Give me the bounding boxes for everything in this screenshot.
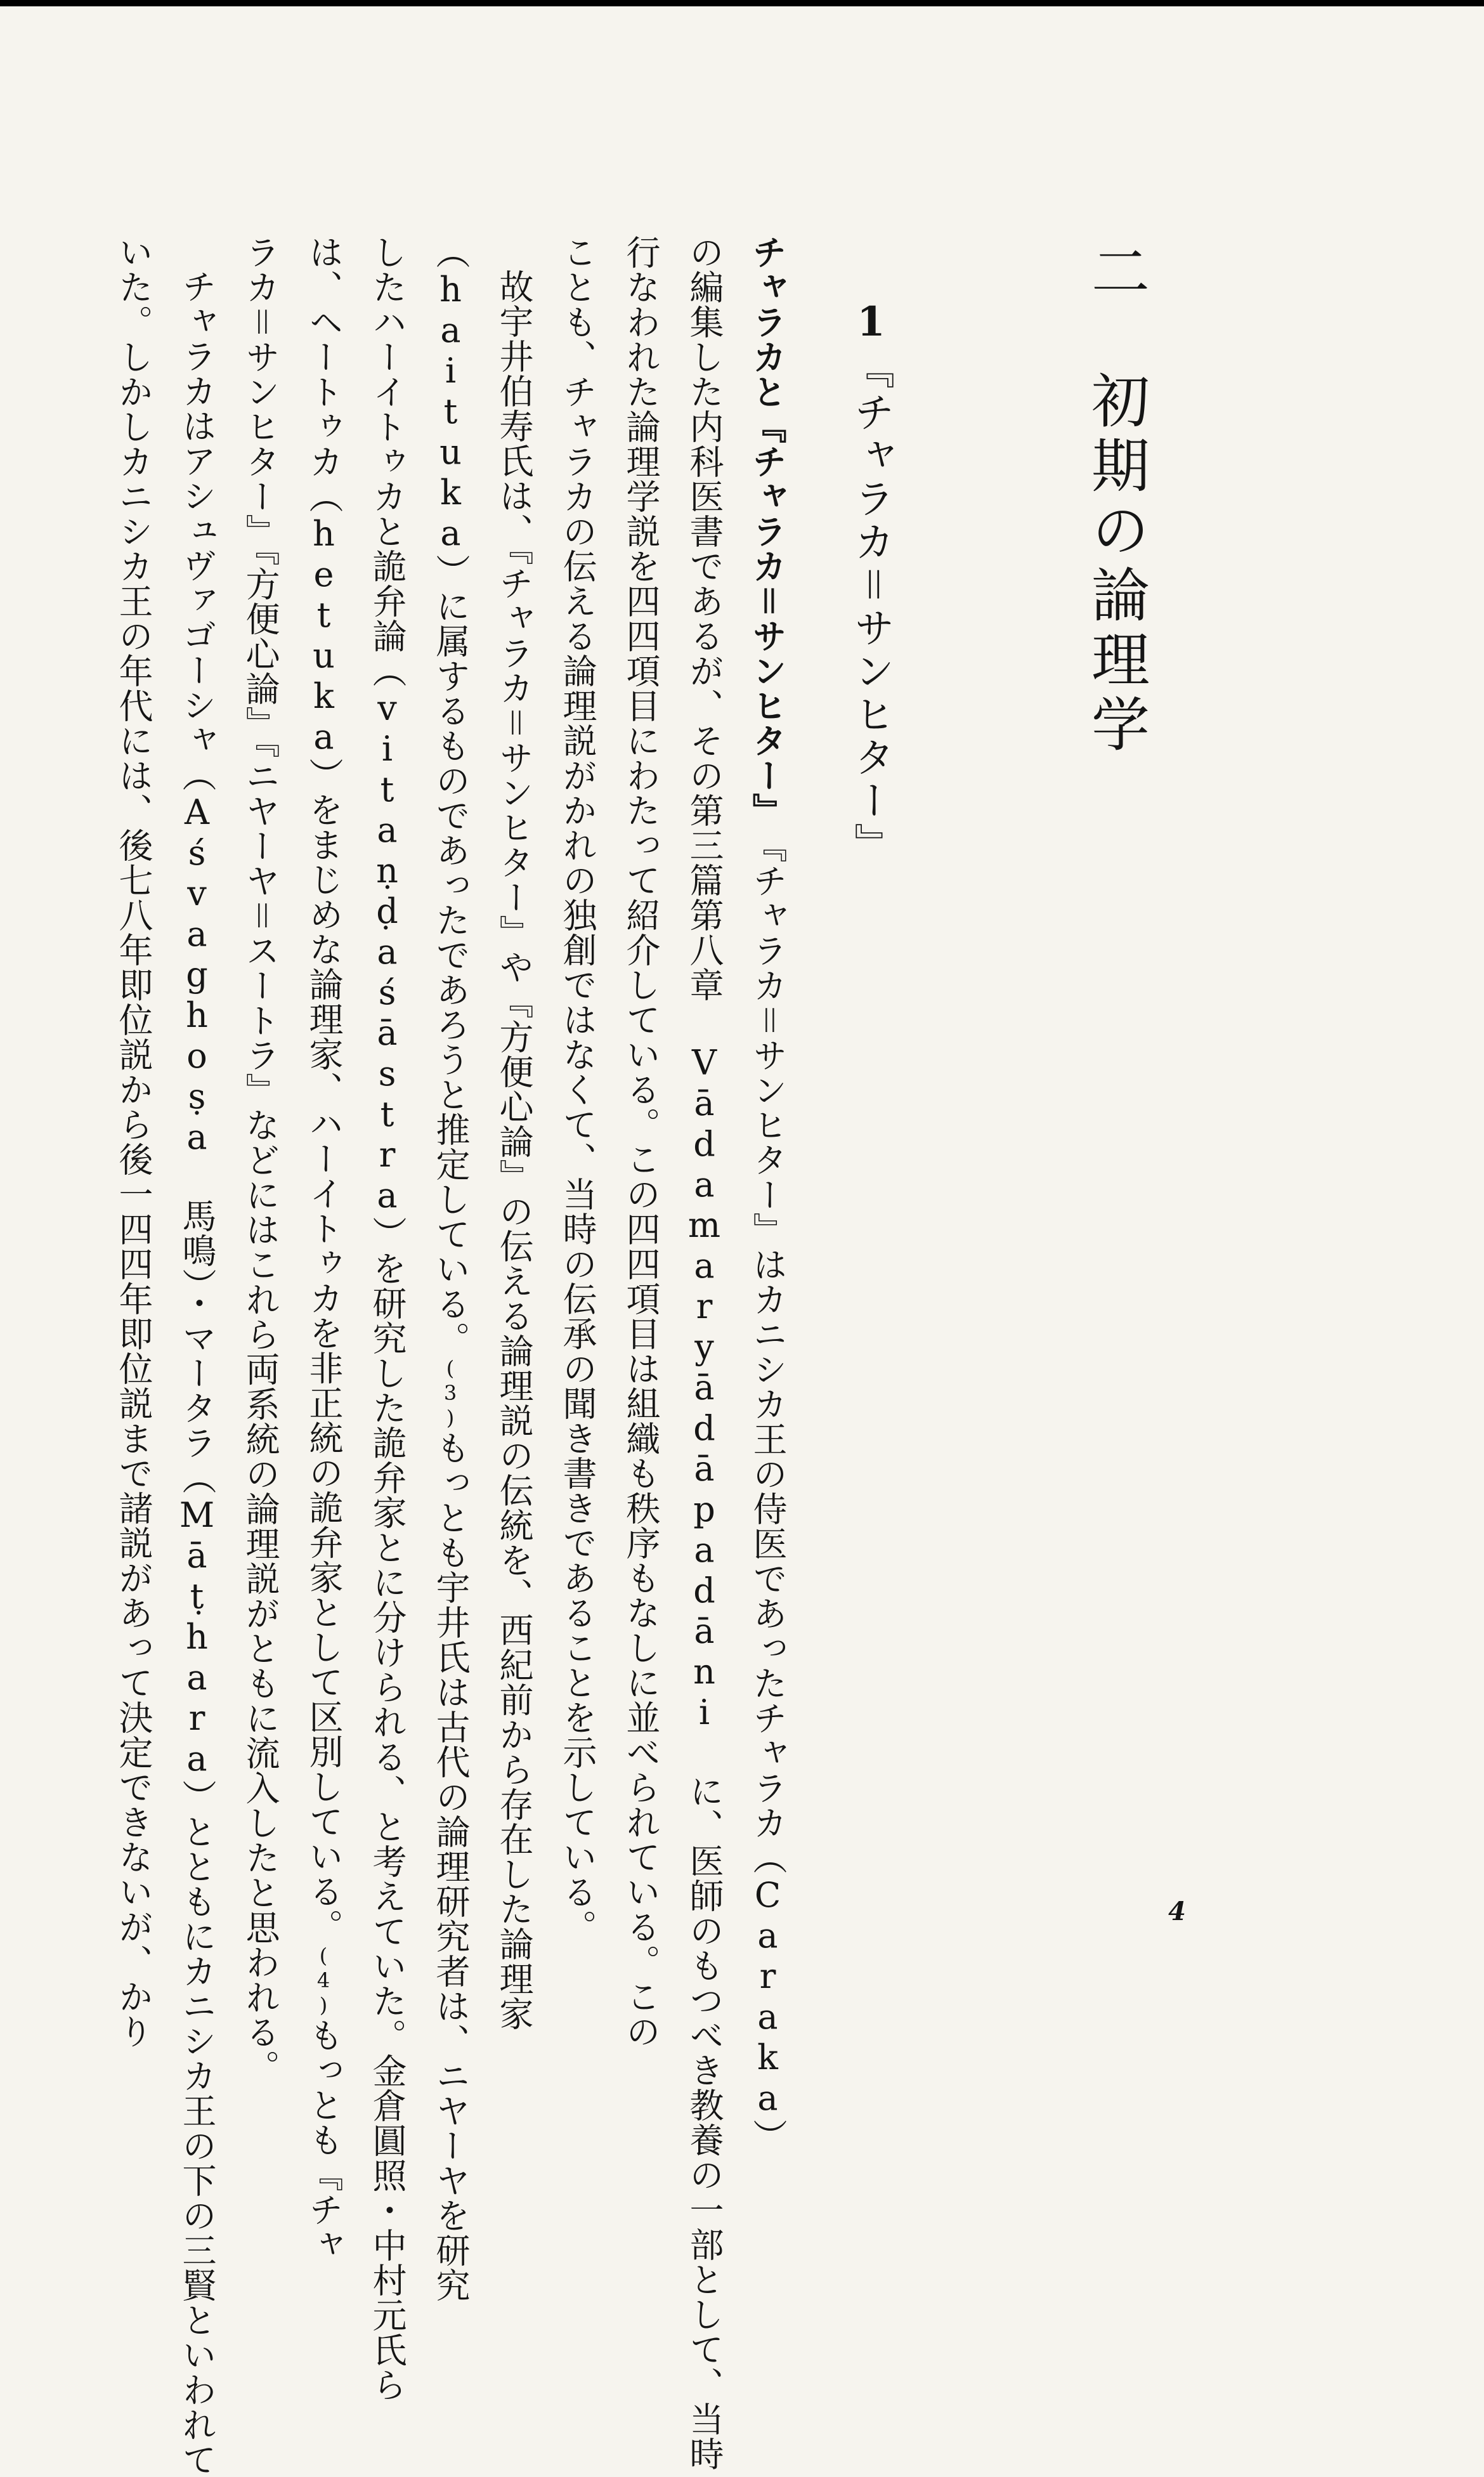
paragraph-line-4: ことも、チャラカの伝える論理説がかれの独創ではなくて、当時の伝承の聞き書きであることを示している。	[557, 235, 597, 1944]
paragraph-line-6	[419, 235, 482, 2303]
line-8-text-b: もっとも『チャ	[304, 2018, 344, 2262]
paragraph-line-2: の編集した内科医書であるが、その第三篇第八章 Vādamaryādāpadāni に、医師のもつべき教養の一部として、当時	[684, 235, 724, 2471]
line-6-text-b: もっとも宇井氏は古代の論理研究者は、ニヤーヤを研究	[431, 1430, 471, 2303]
paragraph-line-3: 行なわれた論理学説を四四項目にわたって紹介している。この四四項目は組織も秩序もなしに並べられている。この	[621, 235, 661, 2049]
chapter-title: 二 初期の論理学	[1082, 241, 1150, 759]
section-number: 1	[847, 298, 895, 348]
line-6-text-a: （haituka）に属するものであったであろうと推定している。	[431, 235, 471, 1356]
body-text	[114, 235, 799, 2477]
paragraph-line-8	[292, 235, 355, 2262]
lead-title: チャラカと『チャラカ＝サンヒター』	[747, 235, 788, 811]
footnote-marker-3: (3)	[438, 1356, 462, 1430]
paragraph-line-10: チャラカはアシュヴァゴーシャ（Aśvaghoṣa 馬鳴）・マータラ（Māṭhara）とともにカニシカ王の下の三賢といわれて	[177, 269, 217, 2477]
section-heading	[847, 298, 895, 866]
paragraph-line-5: 故宇井伯寿氏は、『チャラカ＝サンヒター』や『方便心論』の伝える論理説の伝統を、西紀前から存在した論理家	[494, 269, 534, 2031]
line-1-text: 『チャラカ＝サンヒター』はカニシカ王の侍医であったチャラカ（Caraka）	[748, 846, 788, 2153]
paragraph-line-9: ラカ＝サンヒター』『方便心論』『ニヤーヤ＝スートラ』などにはこれら両系統の論理説がともに流入したと思われる。	[240, 235, 280, 2084]
paragraph-line-11: いた。しかしカニシカ王の年代には、後七八年即位説から後一四四年即位説まで諸説があって決定できないが、かり	[114, 235, 153, 2049]
top-border-rule	[0, 0, 1484, 6]
paragraph-line-7: したハーイトゥカと詭弁論（vitaṇḍaśāstra）を研究した詭弁家とに分けられる、と考えていた。金倉圓照・中村元氏ら	[367, 235, 407, 2402]
paragraph-line-1	[736, 235, 799, 2153]
page-number: 4	[1168, 1897, 1186, 1926]
footnote-marker-4: (4)	[311, 1944, 335, 2018]
line-8-text-a: は、ヘートゥカ（hetuka）をまじめな論理家、ハーイトゥカを非正統の詭弁家として区別している。	[304, 235, 344, 1944]
section-title: 『チャラカ＝サンヒター』	[847, 348, 894, 866]
